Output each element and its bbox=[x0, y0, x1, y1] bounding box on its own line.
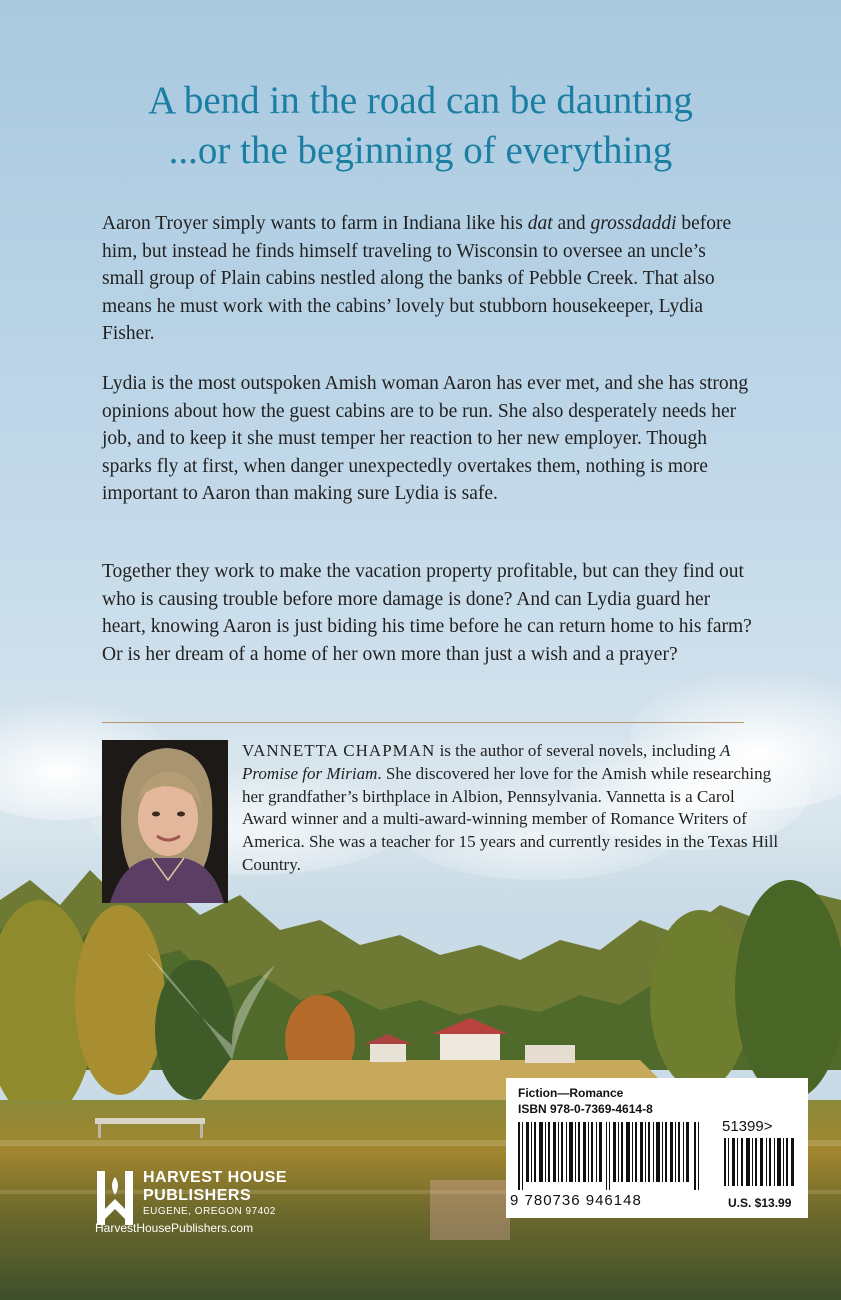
blurb-p1-text-c: before him, but instead he finds himself traveling to Wisconsin to oversee an uncle’s small group of Plain cabins nestled along the banks of Pebble Creek. That also means he must work with the cabins’ lovely but stubborn housekeeper, Lydia Fisher. bbox=[102, 213, 732, 344]
publisher-location: EUGENE, OREGON 97402 bbox=[143, 1206, 276, 1217]
retail-price: U.S. $13.99 bbox=[728, 1196, 792, 1210]
genre-label: Fiction—Romance bbox=[518, 1086, 624, 1100]
isbn-barcode-box bbox=[506, 1078, 808, 1218]
barcode-icon bbox=[518, 1122, 704, 1192]
publisher-website: HarvestHousePublishers.com bbox=[95, 1221, 254, 1235]
author-bio-text-a: is the author of several novels, including bbox=[435, 741, 721, 760]
blurb-paragraph-3: Together they work to make the vacation property profitable, but can they find out who is causing trouble before more damage is done? And can Lydia guard her heart, knowing Aaron is just biding his time before he can return home to his farm? Or is her dream of a home of her own more than just a wish and a prayer? bbox=[102, 561, 752, 665]
harvest-house-logo-icon bbox=[95, 1169, 135, 1227]
price-code: 51399> bbox=[722, 1118, 773, 1135]
blurb-p1-text-b: and bbox=[552, 213, 591, 234]
publisher-name-line-2: PUBLISHERS bbox=[143, 1187, 252, 1204]
section-divider bbox=[102, 722, 744, 723]
author-name: VANNETTA CHAPMAN bbox=[242, 741, 436, 760]
author-book-title: A Promise for Miriam bbox=[242, 741, 731, 783]
isbn-number: ISBN 978-0-7369-4614-8 bbox=[518, 1102, 653, 1116]
publisher-block bbox=[95, 1163, 355, 1233]
blurb-p1-italic-grossdaddi: grossdaddi bbox=[590, 213, 677, 234]
barcode-digits: 9 780736 946148 bbox=[510, 1192, 642, 1209]
blurb-p1-italic-dat: dat bbox=[527, 213, 553, 234]
tagline-line-1: A bend in the road can be daunting bbox=[148, 79, 693, 122]
blurb-paragraph-1 bbox=[102, 210, 752, 348]
author-bio bbox=[242, 740, 782, 877]
tagline-heading bbox=[0, 76, 841, 176]
publisher-name-line-1: HARVEST HOUSE bbox=[143, 1169, 288, 1186]
author-bio-text-b: . She discovered her love for the Amish while researching her grandfather’s birthplace in Albion, Pennsylvania. Vannetta is a Carol Award winner and a multi-award-winning member of Romance Writers of America. She was a teacher for 15 years and currently resides in the Texas Hill Country. bbox=[242, 763, 779, 874]
price-barcode-icon bbox=[724, 1138, 798, 1186]
blurb-p1-text-a: Aaron Troyer simply wants to farm in Indiana like his bbox=[102, 213, 528, 234]
author-photo bbox=[102, 740, 228, 903]
blurb-paragraph-2: Lydia is the most outspoken Amish woman Aaron has ever met, and she has strong opinions about how the guest cabins are to be run. She also desperately needs her job, and to keep it she must temper her reaction to her new employer. Though sparks fly at first, when danger unexpectedly overtakes them, nothing is more important to Aaron than making sure Lydia is safe. bbox=[102, 373, 749, 504]
tagline-line-2: ...or the beginning of everything bbox=[168, 129, 673, 172]
